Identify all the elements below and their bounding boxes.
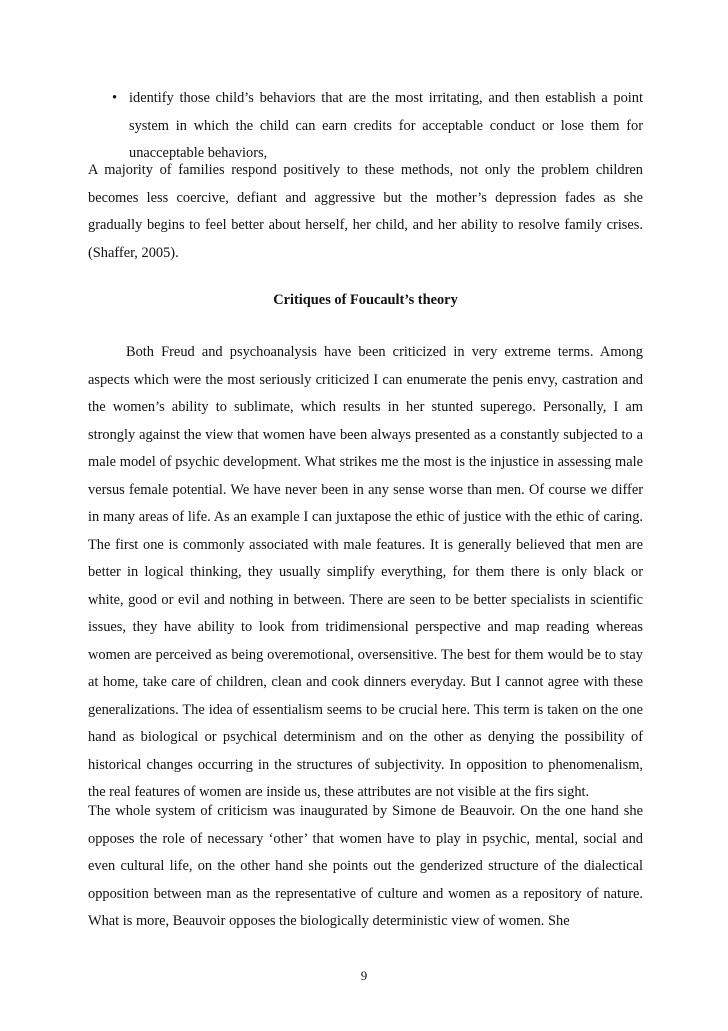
bullet-list-item [88,85,643,168]
paragraph-freud-criticism: Both Freud and psychoanalysis have been criticized in very extreme terms. Among aspects which were the most seriously criticized I can enumerate the penis envy, castration and the women’s ability to sublimate, which results in her stunted superego. Personally, I am strongly against the view that women have been always presented as a constantly subjected to a male model of psychic development. What strikes me the most is the injustice in assessing male versus female potential. We have never been in any sense worse than men. Of course we differ in many areas of life. As an example I can juxtapose the ethic of justice with the ethic of caring. The first one is commonly associated with male features. It is generally believed that men are better in logical thinking, they usually simplify everything, for them there is only black or white, good or evil and nothing in between. There are seen to be better specialists in scientific issues, they have ability to look from tridimensional perspective and map reading whereas women are perceived as being overemotional, oversensitive. The best for them would be to stay at home, take care of children, clean and cook dinners everyday. But I cannot agree with these generalizations. The idea of essentialism seems to be crucial here. This term is taken on the one hand as biological or psychical determinism and on the other as denying the possibility of historical changes occurring in the structures of subjectivity. In opposition to phenomenalism, the real features of women are inside us, these attributes are not visible at the firs sight. [88,344,643,800]
page-number: 9 [360,968,368,983]
paragraph-families-response: A majority of families respond positively to these methods, not only the problem children becomes less coercive, defiant and aggressive but the mother’s depression fades as she gradually begins to feel better about herself, her child, and her ability to resolve family crises. (Shaffer, 2005). [88,162,643,261]
paragraph-beauvoir: The whole system of criticism was inaugurated by Simone de Beauvoir. On the one hand she opposes the role of necessary ‘other’ that women have to play in psychic, mental, social and even cultural life, on the other hand she points out the genderized structure of the dialectical opposition between man as the representative of culture and women as a repository of nature. What is more, Beauvoir opposes the biologically deterministic view of women. She [88,803,643,929]
bullet-item-text: identify those child’s behaviors that are the most irritating, and then establish a point system in which the child can earn credits for acceptable conduct or lose them for unacceptable behaviors, [129,90,643,161]
section-heading: Critiques of Foucault’s theory [273,292,458,308]
bullet-point: • [112,90,118,106]
